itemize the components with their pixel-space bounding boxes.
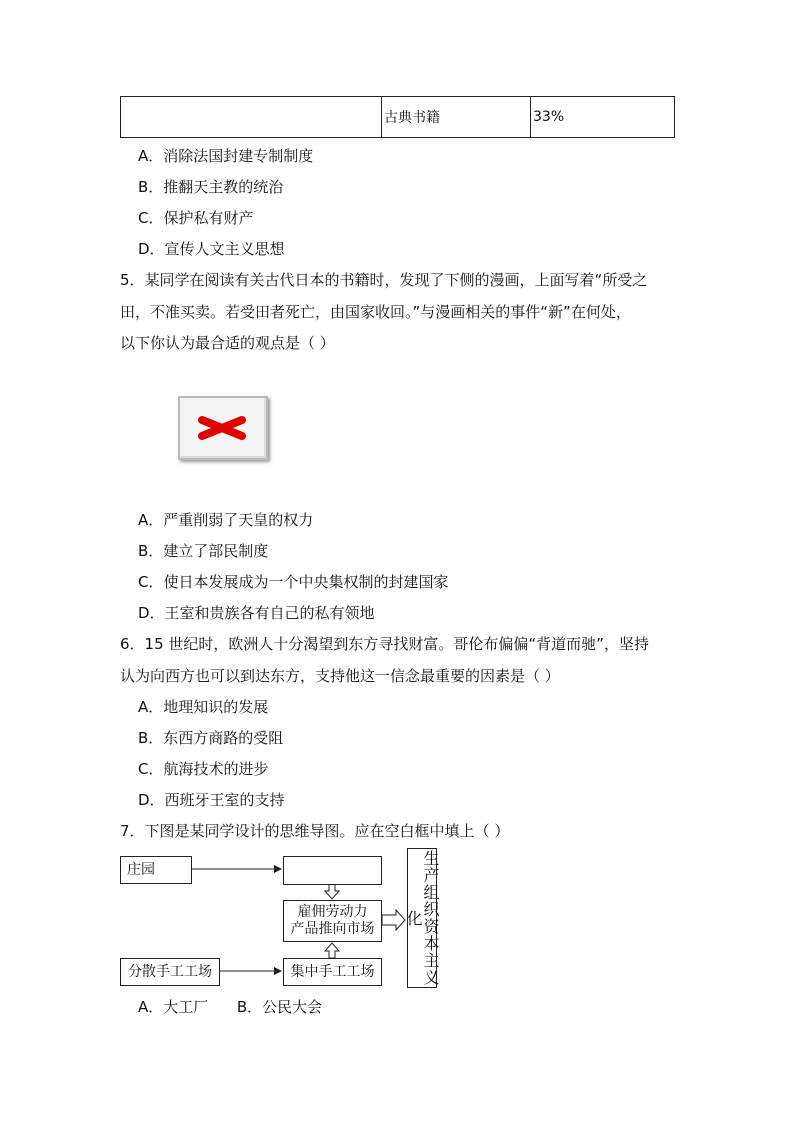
q5-option-c: C．使日本发展成为一个中央集权制的封建国家 [138,573,449,591]
q6-stem-line-1: 6．15 世纪时，欧洲人十分渴望到东方寻找财富。哥伦布偏偏“背道而驰”，坚持 [120,635,649,653]
diagram-label-manor: 庄园 [127,861,155,878]
q4-option-b: B．推翻天主教的统治 [138,178,284,196]
q5-option-b: B．建立了部民制度 [138,542,269,560]
q4-option-a: A．消除法国封建专制制度 [138,147,314,165]
diagram-box-blank [283,856,382,885]
diagram-box-central [283,958,382,986]
diagram-label-market: 产品推向市场 [290,921,375,937]
q6-option-a: A．地理知识的发展 [138,698,269,716]
diagram-box-middle [283,900,382,942]
table-cell-item: 古典书籍 [382,97,531,138]
q6-stem-line-2: 认为向西方也可以到达东方，支持他这一信念最重要的因素是（ ） [120,667,560,685]
q4-option-c: C．保护私有财产 [138,209,254,227]
q5-stem-line-3: 以下你认为最合适的观点是（ ） [120,334,335,352]
diagram-label-labor: 雇佣劳动力 [297,904,368,920]
diagram-box-manor [120,856,192,884]
table-cell-percent: 33% [531,97,675,138]
q5-option-a: A．严重削弱了天皇的权力 [138,511,314,529]
q6-option-c: C．航海技术的进步 [138,760,269,778]
diagram-label-workshop: 分散手工工场 [128,963,212,980]
q7-options: A．大工厂 B．公民大会 [138,998,323,1016]
q7-stem: 7．下图是某同学设计的思维导图。应在空白框中填上（ ） [120,822,510,840]
q6-option-d: D．西班牙王室的支持 [138,791,285,809]
q5-option-d: D．王室和贵族各有自己的私有领地 [138,604,375,622]
q6-option-b: B．东西方商路的受阻 [138,729,284,747]
diagram-label-central: 集中手工工场 [290,963,375,980]
q5-stem-line-2: 田，不准买卖。若受田者死亡，由国家收回。”与漫画相关的事件“新”在何处， [120,303,631,321]
q5-stem-line-1: 5．某同学在阅读有关古代日本的书籍时，发现了下侧的漫画，上面写着“所受之 [120,271,648,289]
q4-option-d: D．宣传人文主义思想 [138,240,285,258]
diagram-box-right [404,848,440,988]
diagram-box-workshop [120,958,220,986]
diagram-label-right: 生产组织资本主义化 [404,850,440,986]
